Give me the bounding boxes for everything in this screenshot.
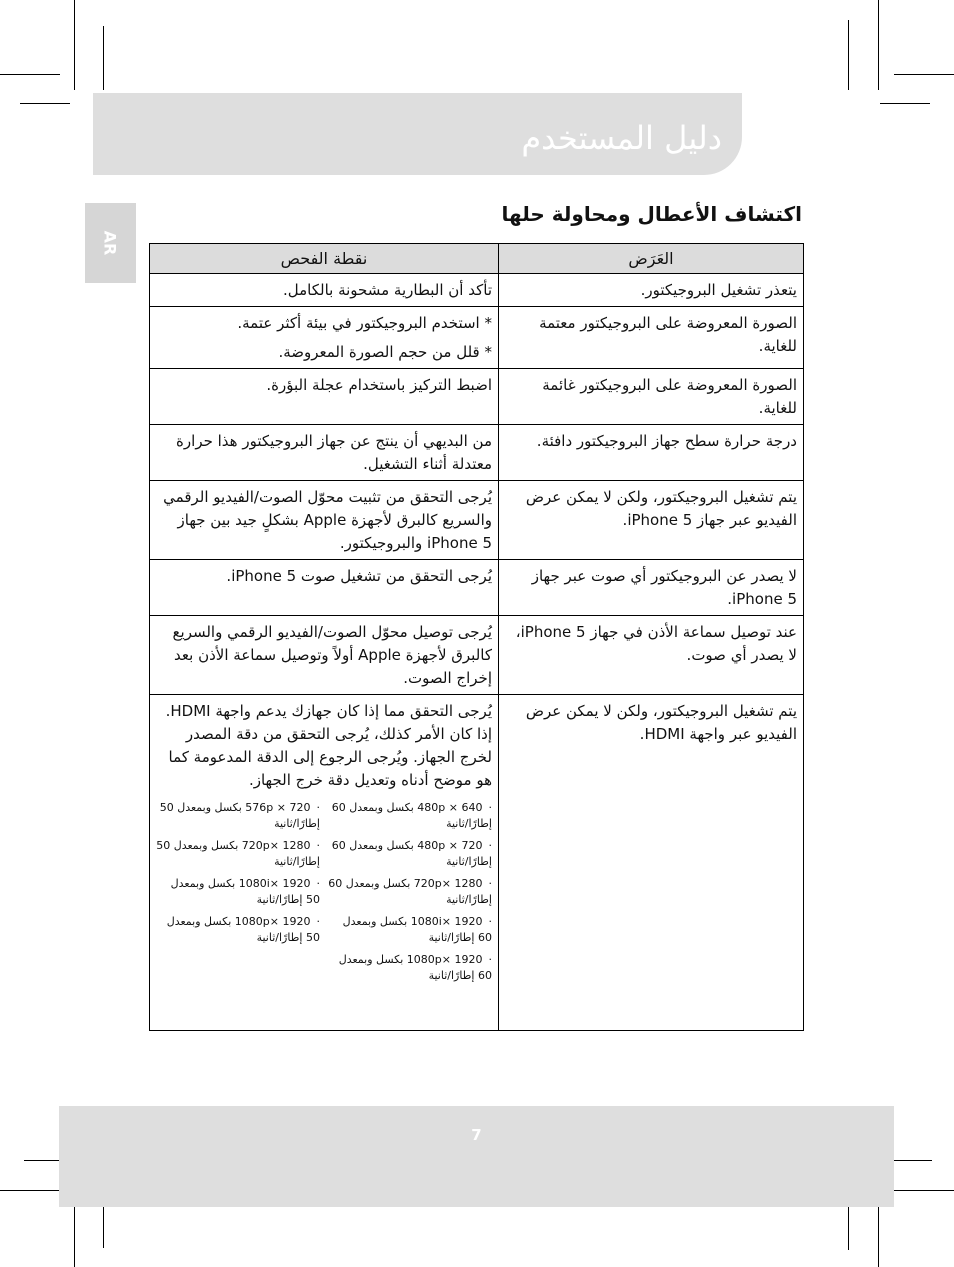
check-cell: [150, 307, 499, 369]
header-banner: [93, 93, 742, 175]
symptom-header: العَرَض: [499, 244, 804, 274]
symptom-cell: يتم تشغيل البروجيكتور، ولكن لا يمكن عرض الفيديو عبر واجهة HDMI.: [499, 695, 804, 1031]
section-title: اكتشاف الأعطال ومحاولة حلها: [501, 202, 802, 226]
table-row: [150, 425, 804, 481]
resolution-item: ·1920 ×1080p بكسل وبمعدل 60 إطارًا/ثانية: [338, 953, 492, 982]
resolution-item: ·1920 ×1080p بكسل وبمعدل 50 إطارًا/ثانية: [166, 915, 320, 944]
footer-bar: [59, 1106, 894, 1207]
check-cell: [150, 274, 499, 307]
resolution-item: ·1280 ×720p بكسل وبمعدل 50 إطارًا/ثانية: [156, 839, 320, 868]
crop-mark: [894, 1190, 954, 1191]
check-cell: [150, 616, 499, 695]
resolution-item: ·720 × 576p بكسل وبمعدل 50 إطارًا/ثانية: [159, 801, 320, 830]
symptom-cell: درجة حرارة سطح جهاز البروجيكتور دافئة.: [499, 425, 804, 481]
crop-mark: [103, 26, 104, 90]
check-item: * استخدم البروجيكتور في بيئة أكثر عتمة.: [237, 314, 492, 332]
check-cell: [150, 425, 499, 481]
check-header: نقطة الفحص: [150, 244, 499, 274]
symptom-cell: الصورة المعروضة على البروجيكتور غائمة للغاية.: [499, 369, 804, 425]
language-tab: [85, 203, 136, 283]
resolution-item: ·1920 ×1080i بكسل وبمعدل 50 إطارًا/ثانية: [170, 877, 320, 906]
check-cell: [150, 695, 499, 1031]
table-row: [150, 616, 804, 695]
check-item: يُرجى التحقق مما إذا كان جهازك يدعم واجهة HDMI. إذا كان الأمر كذلك، يُرجى التحقق من دقة المصدر لخرج الجهاز. ويُرجى الرجوع إلى الدقة المدعومة كما هو موضح أدناه وتعديل دقة خرج الجهاز.: [165, 702, 492, 789]
check-item: يُرجى التحقق من تثبيت محوّل الصوت/الفيديو الرقمي والسريع كالبرق لأجهزة Apple بشكلٍ جيد بين جهاز iPhone 5 والبروجيكتور.: [163, 488, 492, 552]
symptom-cell: يتعذر تشغيل البروجيكتور.: [499, 274, 804, 307]
check-item: من البديهي أن ينتج عن جهاز البروجيكتور هذا حرارة معتدلة أثناء التشغيل.: [176, 432, 492, 473]
check-item: اضبط التركيز باستخدام عجلة البؤرة.: [266, 376, 492, 394]
header-title: دليل المستخدم: [521, 119, 722, 157]
check-item: تأكد أن البطارية مشحونة بالكامل.: [282, 281, 492, 299]
crop-mark: [20, 103, 70, 104]
crop-mark: [848, 20, 849, 90]
crop-mark: [878, 0, 879, 90]
table-row: [150, 695, 804, 1031]
resolution-list: [156, 800, 492, 984]
check-item: يُرجى التحقق من تشغيل صوت iPhone 5.: [226, 567, 492, 585]
check-item: يُرجى توصيل محوّل الصوت/الفيديو الرقمي والسريع كالبرق لأجهزة Apple أولاً وتوصيل سماعة الأذن بعد إخراج الصوت.: [172, 623, 492, 687]
symptom-cell: الصورة المعروضة على البروجيكتور معتمة للغاية.: [499, 307, 804, 369]
crop-mark: [880, 103, 930, 104]
resolution-item: ·640 × 480p بكسل وبمعدل 60 إطارًا/ثانية: [331, 801, 492, 830]
check-item: * قلل من حجم الصورة المعروضة.: [278, 343, 492, 361]
symptom-cell: لا يصدر عن البروجيكتور أي صوت عبر جهاز iPhone 5.: [499, 560, 804, 616]
troubleshooting-table: [149, 243, 804, 1031]
table-row: [150, 481, 804, 560]
table-header-row: [150, 244, 804, 274]
check-cell: [150, 481, 499, 560]
check-cell: [150, 560, 499, 616]
crop-mark: [0, 74, 60, 75]
symptom-cell: يتم تشغيل البروجيكتور، ولكن لا يمكن عرض الفيديو عبر جهاز iPhone 5.: [499, 481, 804, 560]
symptom-cell: عند توصيل سماعة الأذن في جهاز iPhone 5، لا يصدر أي صوت.: [499, 616, 804, 695]
resolution-item: ·720 × 480p بكسل وبمعدل 60 إطارًا/ثانية: [331, 839, 492, 868]
check-cell: [150, 369, 499, 425]
table-row: [150, 369, 804, 425]
table-row: [150, 560, 804, 616]
table-row: [150, 307, 804, 369]
table-row: [150, 274, 804, 307]
crop-mark: [74, 0, 75, 90]
crop-mark: [894, 74, 954, 75]
page-number: 7: [471, 1126, 482, 1144]
resolution-item: ·1280 ×720p بكسل وبمعدل 60 إطارًا/ثانية: [328, 877, 492, 906]
crop-mark: [0, 1190, 60, 1191]
language-label: AR: [101, 230, 120, 256]
resolution-item: ·1920 ×1080i بكسل وبمعدل 60 إطارًا/ثانية: [342, 915, 492, 944]
